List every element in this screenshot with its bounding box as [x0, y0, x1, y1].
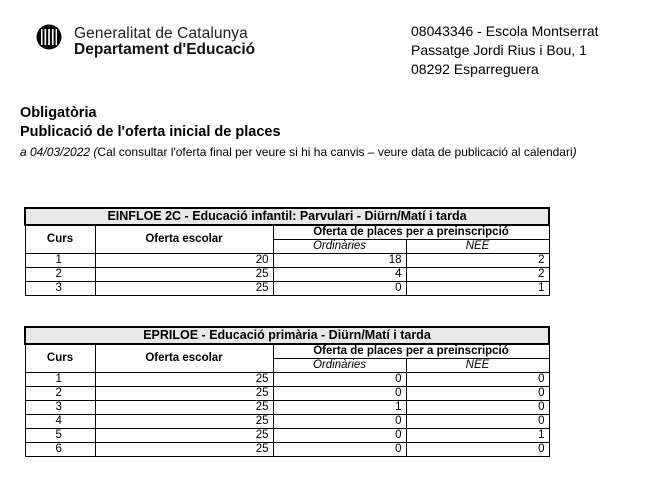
col-oferta-escolar: Oferta escolar	[95, 225, 273, 254]
table-row	[25, 401, 549, 415]
table-row	[25, 429, 549, 443]
cell-curs: 3	[25, 401, 95, 415]
cell-nee: 0	[406, 387, 549, 401]
offer-table-infantil	[24, 207, 550, 296]
document-category: Obligatòria	[20, 105, 97, 121]
cell-nee: 0	[406, 401, 549, 415]
cell-nee: 0	[406, 443, 549, 457]
col-oferta-preinscripcio: Oferta de places per a preinscripció	[273, 344, 549, 359]
cell-nee: 2	[406, 268, 549, 282]
table-row	[25, 387, 549, 401]
cell-nee: 0	[406, 373, 549, 387]
cell-ordinaries: 0	[273, 443, 406, 457]
document-title: Publicació de l'oferta inicial de places	[20, 124, 281, 140]
col-nee: NEE	[406, 359, 549, 373]
department-name: Departament d'Educació	[74, 41, 256, 58]
cell-curs: 5	[25, 429, 95, 443]
cell-curs: 3	[25, 282, 95, 296]
table-title: EPRILOE - Educació primària - Diürn/Matí i tarda	[25, 327, 549, 344]
table-row	[25, 254, 549, 268]
cell-curs: 1	[25, 373, 95, 387]
date-note: Cal consultar l'oferta final per veure si hi ha canvis – veure data de publicació al calendari	[97, 145, 573, 159]
cell-curs: 6	[25, 443, 95, 457]
col-oferta-preinscripcio: Oferta de places per a preinscripció	[273, 225, 549, 240]
cell-oferta: 25	[95, 387, 273, 401]
generalitat-name: Generalitat de Catalunya	[74, 25, 248, 42]
school-city: 08292 Esparreguera	[411, 61, 539, 77]
cell-curs: 2	[25, 387, 95, 401]
school-address	[411, 22, 599, 79]
cell-oferta: 25	[95, 443, 273, 457]
cell-ordinaries: 0	[273, 282, 406, 296]
offer-table-primaria	[24, 326, 550, 457]
cell-ordinaries: 18	[273, 254, 406, 268]
cell-oferta: 25	[95, 429, 273, 443]
col-ordinaries: Ordinàries	[273, 240, 406, 254]
cell-ordinaries: 1	[273, 401, 406, 415]
table-row	[25, 415, 549, 429]
cell-ordinaries: 0	[273, 387, 406, 401]
cell-oferta: 25	[95, 282, 273, 296]
cell-nee: 1	[406, 282, 549, 296]
cell-curs: 1	[25, 254, 95, 268]
cell-ordinaries: 4	[273, 268, 406, 282]
cell-oferta: 25	[95, 415, 273, 429]
date-suffix: )	[572, 145, 577, 159]
cell-nee: 1	[406, 429, 549, 443]
col-curs: Curs	[25, 344, 95, 373]
col-ordinaries: Ordinàries	[273, 359, 406, 373]
table-row	[25, 282, 549, 296]
cell-curs: 4	[25, 415, 95, 429]
school-code-name: 08043346 - Escola Montserrat	[411, 23, 599, 39]
col-curs: Curs	[25, 225, 95, 254]
cell-nee: 0	[406, 415, 549, 429]
table-title: EINFLOE 2C - Educació infantil: Parvulari - Diürn/Matí i tarda	[25, 208, 549, 225]
table-row	[25, 443, 549, 457]
col-nee: NEE	[406, 240, 549, 254]
cell-oferta: 25	[95, 268, 273, 282]
date-prefix: a 04/03/2022 (	[20, 145, 98, 159]
publication-date-note	[20, 145, 577, 159]
cell-ordinaries: 0	[273, 429, 406, 443]
generalitat-logo-icon	[36, 24, 62, 50]
table-row	[25, 268, 549, 282]
col-oferta-escolar: Oferta escolar	[95, 344, 273, 373]
cell-oferta: 25	[95, 373, 273, 387]
cell-oferta: 20	[95, 254, 273, 268]
table-row	[25, 373, 549, 387]
cell-oferta: 25	[95, 401, 273, 415]
cell-nee: 2	[406, 254, 549, 268]
cell-curs: 2	[25, 268, 95, 282]
cell-ordinaries: 0	[273, 373, 406, 387]
cell-ordinaries: 0	[273, 415, 406, 429]
school-street: Passatge Jordi Rius i Bou, 1	[411, 42, 587, 58]
